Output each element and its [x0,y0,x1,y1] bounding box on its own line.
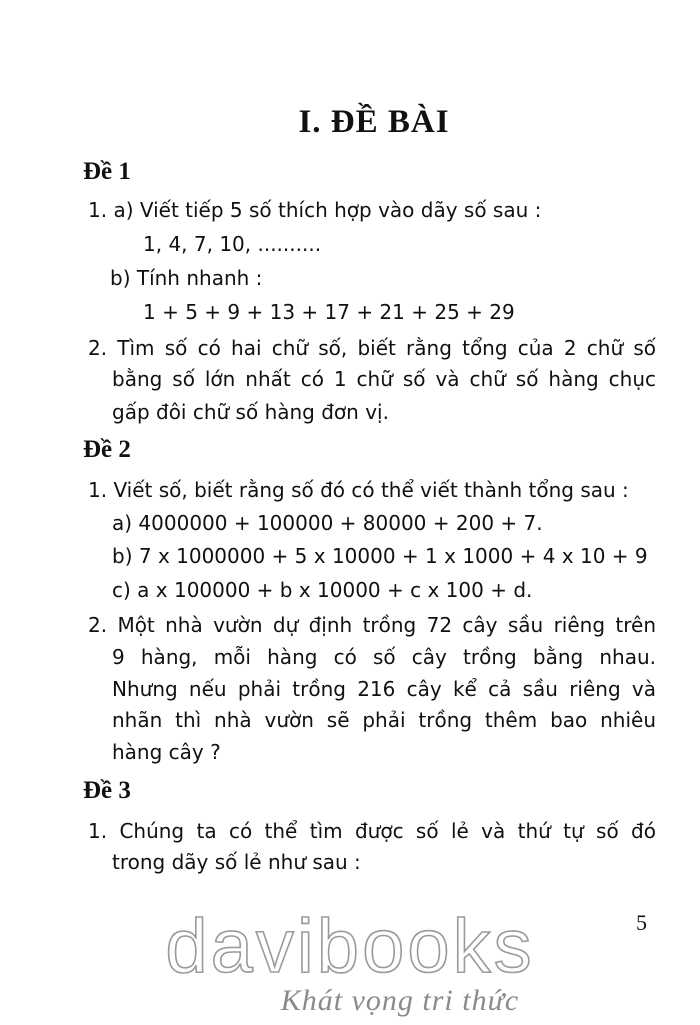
exercise-line: 1. Viết số, biết rằng số đó có thể viết thành tổng sau : [88,478,629,502]
exercise-line: 1. Chúng ta có thể tìm được số lẻ và thứ tự số đó [88,819,656,843]
exercise-line: nhãn thì nhà vườn sẽ phải trồng thêm bao nhiêu [112,708,656,732]
exercise-line: 9 hàng, mỗi hàng có số cây trồng bằng nhau. [112,645,656,669]
exercise-line: c) a x 100000 + b x 10000 + c x 100 + d. [112,578,533,602]
exercise-line: 1, 4, 7, 10, .......... [143,232,322,256]
exercise-line: Nhưng nếu phải trồng 216 cây kể cả sầu riêng và [112,677,656,701]
exercise-line: 2. Tìm số có hai chữ số, biết rằng tổng của 2 chữ số [88,336,656,360]
exercise-line: 1. a) Viết tiếp 5 số thích hợp vào dãy số sau : [88,198,542,222]
exercise-line: 2. Một nhà vườn dự định trồng 72 cây sầu riêng trên [88,613,656,637]
page-number: 5 [636,910,647,935]
watermark-brand: davibooks [165,904,535,989]
exercise-line: bằng số lớn nhất có 1 chữ số và chữ số hàng chục [112,367,656,391]
exercise-line: 1 + 5 + 9 + 13 + 17 + 21 + 25 + 29 [143,300,515,324]
watermark-tagline: Khát vọng tri thức [280,984,520,1017]
exercise-line: b) Tính nhanh : [110,266,263,290]
exercise-line: trong dãy số lẻ như sau : [112,850,361,874]
exercise-line: hàng cây ? [112,740,221,764]
exercise-line: gấp đôi chữ số hàng đơn vị. [112,400,389,424]
section-heading-3: Đề 3 [83,777,131,804]
section-heading-2: Đề 2 [83,436,131,463]
exercise-line: a) 4000000 + 100000 + 80000 + 200 + 7. [112,511,543,535]
page-title: I. ĐỀ BÀI [298,104,450,140]
exercise-line: b) 7 x 1000000 + 5 x 10000 + 1 x 1000 + 4 x 10 + 9 [112,544,648,568]
section-heading-1: Đề 1 [83,158,131,185]
